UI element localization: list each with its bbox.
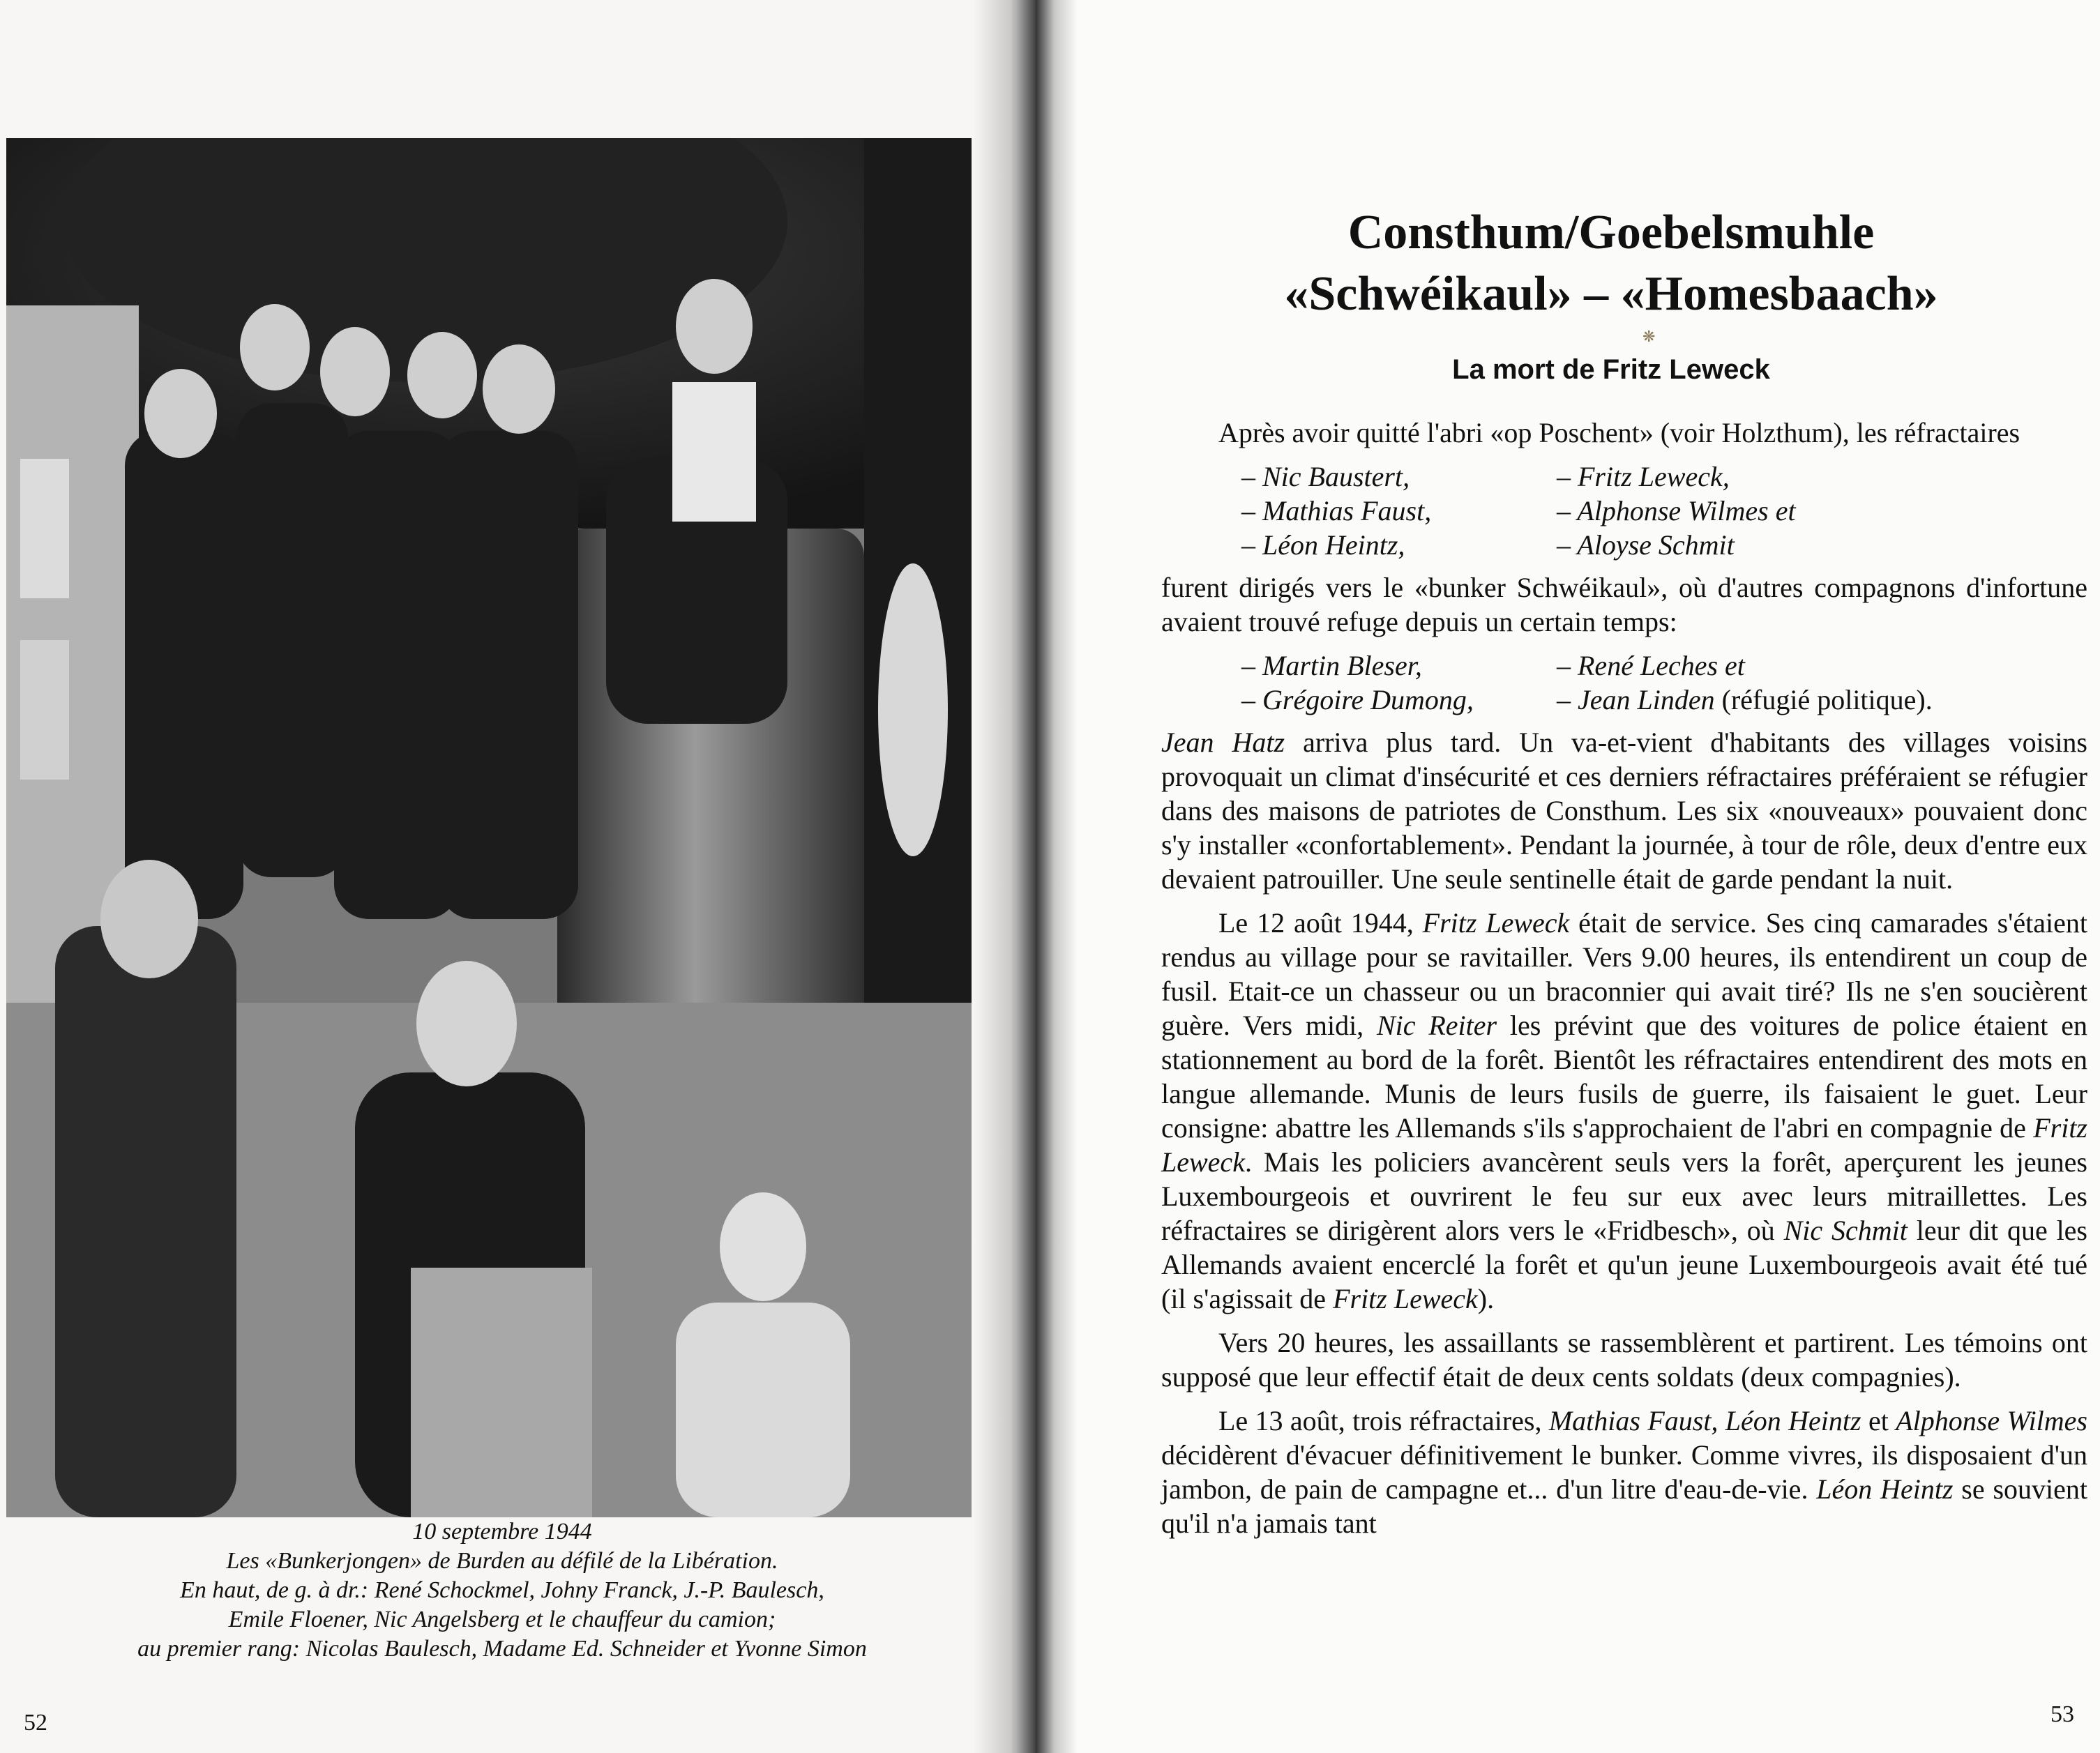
list-item: – Nic Baustert, [1241, 461, 1410, 492]
title-line: «Schwéikaul» – «Homesbaach» [1284, 267, 1938, 321]
caption-line: Les «Bunkerjongen» de Burden au défilé de la Libération. [226, 1548, 778, 1574]
page-number-right: 53 [2050, 1701, 2074, 1727]
text-run: était de service. Ses cinq camarades s'étaient rendus au village pour se ravitailler. Vers 9.00 heures, ils entendirent un coup de fusil. Etait-ce un chasseur ou un braconnier qui avait tiré? Ils ne s'en soucièrent guère. Vers midi, [1161, 907, 2087, 1041]
list-name: – Jean Linden [1557, 684, 1715, 715]
text-run: arriva plus tard. Un va-et-vient d'habitants des villages voisins provoquait un climat d'insécurité et ces derniers réfractaires préféraient se réfugier dans des maisons de patriotes de Consthum. Les six «nouveaux» pouvaient donc s'y installer «confortablement». Pendant la journée, à tour de rôle, deux d'entre eux devaient patrouiller. Une seule sentinelle était de garde pendant la nuit. [1161, 727, 2087, 895]
list-item: – Fritz Leweck, [1557, 461, 1730, 492]
photo-icon [6, 138, 972, 1517]
title-line: Consthum/Goebelsmuhle [1347, 206, 1875, 259]
caption-line: au premier rang: Nicolas Baulesch, Madame Ed. Schneider et Yvonne Simon [137, 1636, 867, 1662]
person-name: Fritz Leweck [1161, 1112, 2087, 1178]
list-item [1557, 683, 1933, 717]
list-item: – Martin Bleser, [1241, 650, 1422, 681]
page-number-left: 52 [24, 1710, 47, 1736]
person-name: Mathias Faust, Léon Heintz [1548, 1405, 1861, 1436]
left-page [0, 0, 1015, 1753]
paragraph: Après avoir quitté l'abri «op Poschent» (voir Holzthum), les réfractaires [1218, 417, 2020, 448]
list-note: (réfugié politique). [1714, 684, 1933, 715]
paragraph [1161, 1404, 2087, 1540]
person-name: Alphonse Wilmes [1896, 1405, 2087, 1436]
list-item: – Aloyse Schmit [1557, 529, 1735, 561]
text-run: ). [1477, 1283, 1495, 1314]
list-item: – Grégoire Dumong, [1241, 684, 1474, 715]
chapter-title [1200, 202, 2023, 325]
list-item: – Alphonse Wilmes et [1557, 495, 1796, 526]
name-list [1241, 648, 2087, 717]
text-run: leur dit que les Allemands avaient encerclé la forêt et qu'un jeune Luxembourgeois avait été tué (il s'agissait de [1161, 1215, 2087, 1314]
text-run: Le 13 août, trois réfractaires, [1218, 1405, 1549, 1436]
person-name: Nic Schmit [1783, 1215, 1908, 1246]
text-run: et [1861, 1405, 1896, 1436]
name-list [1241, 460, 2087, 562]
caption-line: Emile Floener, Nic Angelsberg et le chauffeur du camion; [228, 1607, 776, 1632]
paragraph: Vers 20 heures, les assaillants se rassemblèrent et partirent. Les témoins ont supposé que leur effectif était de deux cents soldats (deux compagnies). [1161, 1327, 2087, 1392]
text-run: se souvient qu'il n'a jamais tant [1161, 1473, 2087, 1539]
person-name: Fritz Leweck [1422, 907, 1570, 939]
ornament-icon: ❋ [1642, 328, 1656, 345]
person-name: Léon Heintz [1816, 1473, 1954, 1505]
person-name: Jean Hatz [1161, 727, 1285, 758]
historical-photo [6, 138, 972, 1517]
section-subtitle: La mort de Fritz Leweck [1452, 354, 1770, 385]
paragraph: furent dirigés vers le «bunker Schwéikaul», où d'autres compagnons d'infortune avaient trouvé refuge depuis un certain temps: [1161, 572, 2087, 637]
caption-date: 10 septembre 1944 [412, 1519, 592, 1545]
page-gutter-shadow [1036, 0, 1078, 1753]
list-item: – René Leches et [1557, 650, 1745, 681]
photo-caption [28, 1517, 976, 1664]
text-run: décidèrent d'évacuer définitivement le bunker. Comme vivres, ils disposaient d'un jambon, de pain de campagne et... d'un litre d'eau-de-vie. [1161, 1439, 2087, 1505]
caption-line: En haut, de g. à dr.: René Schockmel, Johny Franck, J.-P. Baulesch, [180, 1577, 824, 1603]
text-run: . Mais les policiers avancèrent seuls vers la forêt, aperçurent les jeunes Luxembourgeois et ouvrirent le feu sur eux avec leurs mitraillettes. Les réfractaires se dirigèrent alors vers le «Fridbesch», où [1161, 1146, 2087, 1246]
paragraph [1161, 906, 2087, 1316]
list-item: – Mathias Faust, [1241, 495, 1432, 526]
person-name: Nic Reiter [1377, 1010, 1497, 1041]
text-run: Le 12 août 1944, [1218, 907, 1423, 939]
text-run: les prévint que des voitures de police étaient en stationnement au bord de la forêt. Bientôt les réfractaires entendirent des mots en langue allemande. Munis de leurs fusils de guerre, ils faisaient le guet. Leur consigne: abattre les Allemands s'ils s'approchaient de l'abri en compagnie de [1161, 1010, 2087, 1144]
paragraph [1161, 725, 2087, 896]
page-gutter [973, 0, 1036, 1753]
person-name: Fritz Leweck [1333, 1283, 1478, 1314]
article-body [1161, 416, 2087, 1550]
list-item: – Léon Heintz, [1241, 529, 1405, 561]
